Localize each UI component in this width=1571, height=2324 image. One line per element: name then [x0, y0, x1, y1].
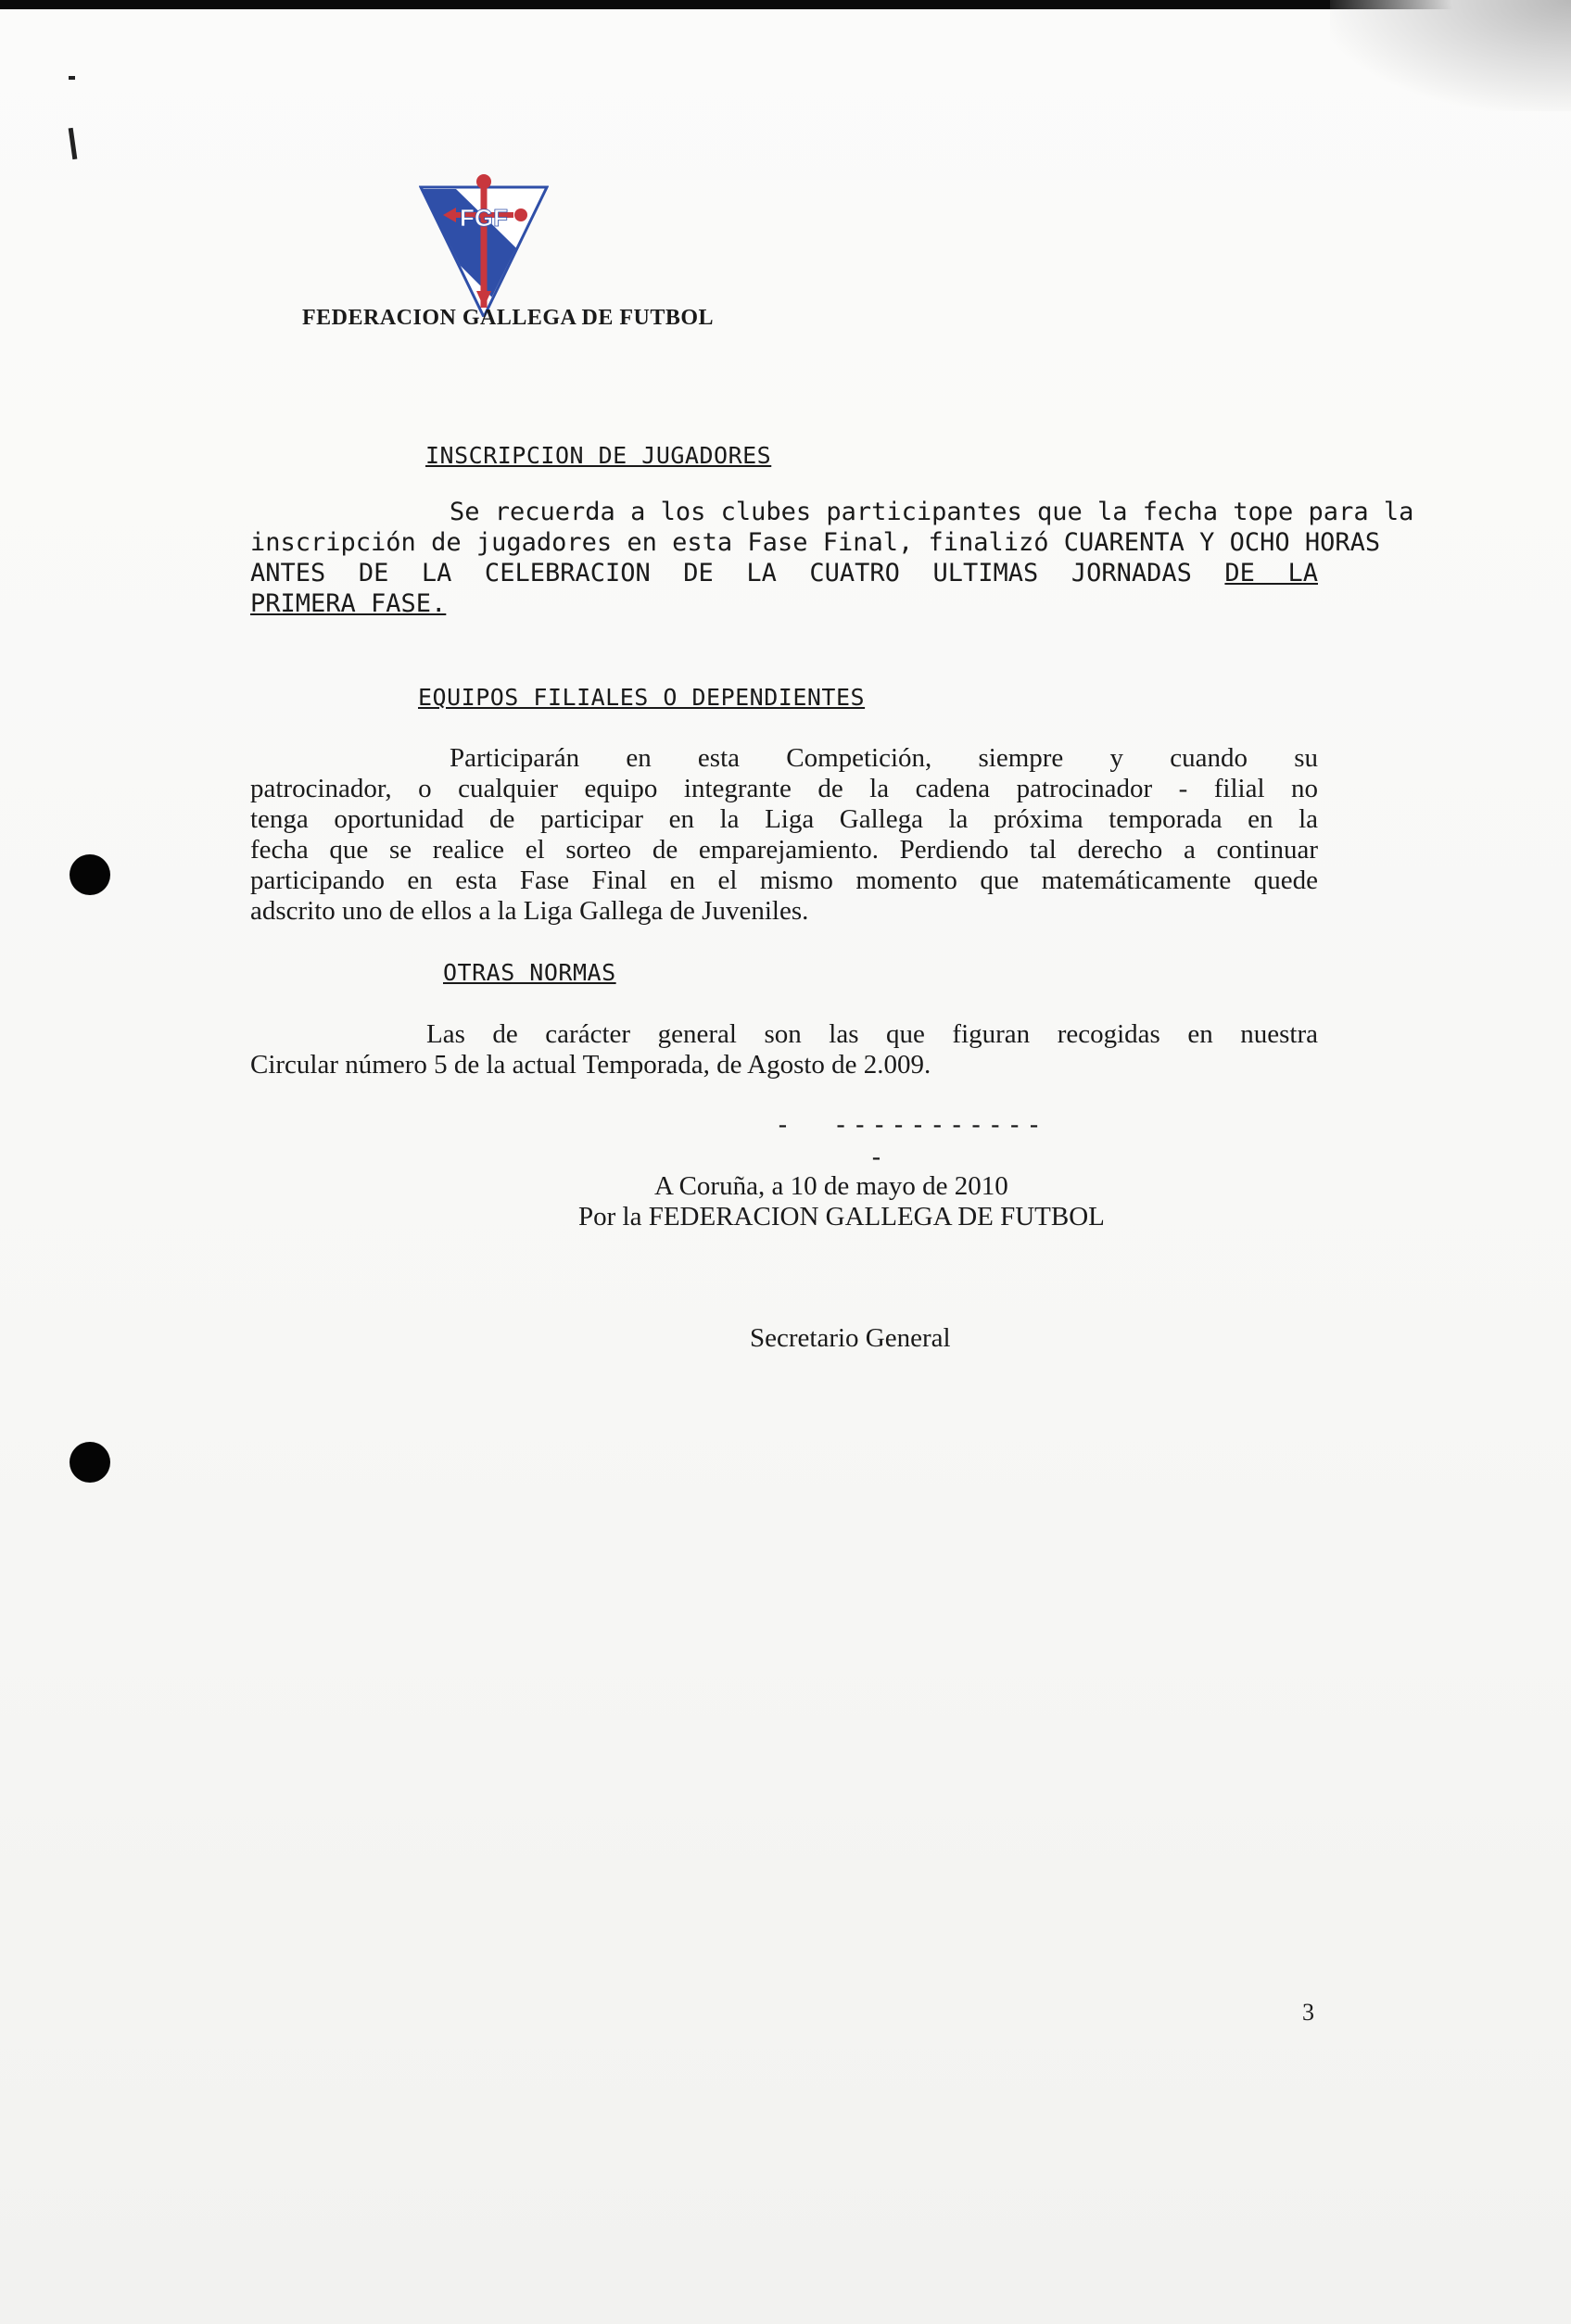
scan-corner-shadow [1330, 0, 1571, 111]
scan-speck [69, 128, 78, 159]
issuer-line: Por la FEDERACION GALLEGA DE FUTBOL [578, 1202, 1105, 1231]
svg-text:FGF: FGF [460, 204, 508, 232]
page-number: 3 [1302, 1999, 1314, 2026]
paragraph-line: adscrito uno de ellos a la Liga Gallega de Juveniles. [250, 896, 809, 926]
paragraph-line: Se recuerda a los clubes participantes que la fecha tope para la [450, 498, 1414, 526]
section-heading-equipos: EQUIPOS FILIALES O DEPENDIENTES [418, 684, 866, 711]
place-and-date: A Coruña, a 10 de mayo de 2010 [654, 1171, 1008, 1201]
paragraph-line: fecha que se realice el sorteo de emparejamiento. Perdiendo tal derecho a continuar [250, 835, 1318, 865]
federation-name: FEDERACION GALLEGA DE FUTBOL [302, 306, 715, 330]
section-body-otras-normas [250, 1019, 1318, 1080]
section-body-equipos [250, 743, 1318, 927]
paragraph-line: Circular número 5 de la actual Temporada, de Agosto de 2.009. [250, 1050, 931, 1080]
punch-hole [70, 854, 110, 895]
separator-dashes: - ----------- [775, 1109, 1046, 1140]
paragraph-line-text: ANTES DE LA CELEBRACION DE LA CUATRO ULTIMAS JORNADAS [250, 559, 1192, 587]
paragraph-line: PRIMERA FASE. [250, 589, 447, 618]
signatory-title: Secretario General [750, 1323, 951, 1353]
scan-speck [69, 76, 75, 80]
paragraph-line: tenga oportunidad de participar en la Liga Gallega la próxima temporada en la [250, 804, 1318, 834]
section-heading-otras-normas: OTRAS NORMAS [443, 959, 616, 986]
section-heading-inscripcion: INSCRIPCION DE JUGADORES [425, 442, 772, 469]
paragraph-line: patrocinador, o cualquier equipo integrante de la cadena patrocinador - filial no [250, 774, 1318, 803]
punch-hole [70, 1442, 110, 1483]
paragraph-line: inscripción de jugadores en esta Fase Final, finalizó CUARENTA Y OCHO HORAS [250, 528, 1381, 557]
paragraph-line: Las de carácter general son las que figuran recogidas en nuestra [426, 1019, 1318, 1049]
federation-crest-logo [419, 169, 549, 317]
section-body-inscripcion [250, 497, 1414, 619]
paragraph-line: participando en esta Fase Final en el mismo momento que matemáticamente quede [250, 865, 1318, 895]
separator-dash: - [868, 1142, 884, 1172]
paragraph-line-underlined: DE LA [1224, 559, 1318, 587]
paragraph-line: Participarán en esta Competición, siempre y cuando su [450, 743, 1318, 773]
paragraph-line [250, 558, 1318, 588]
